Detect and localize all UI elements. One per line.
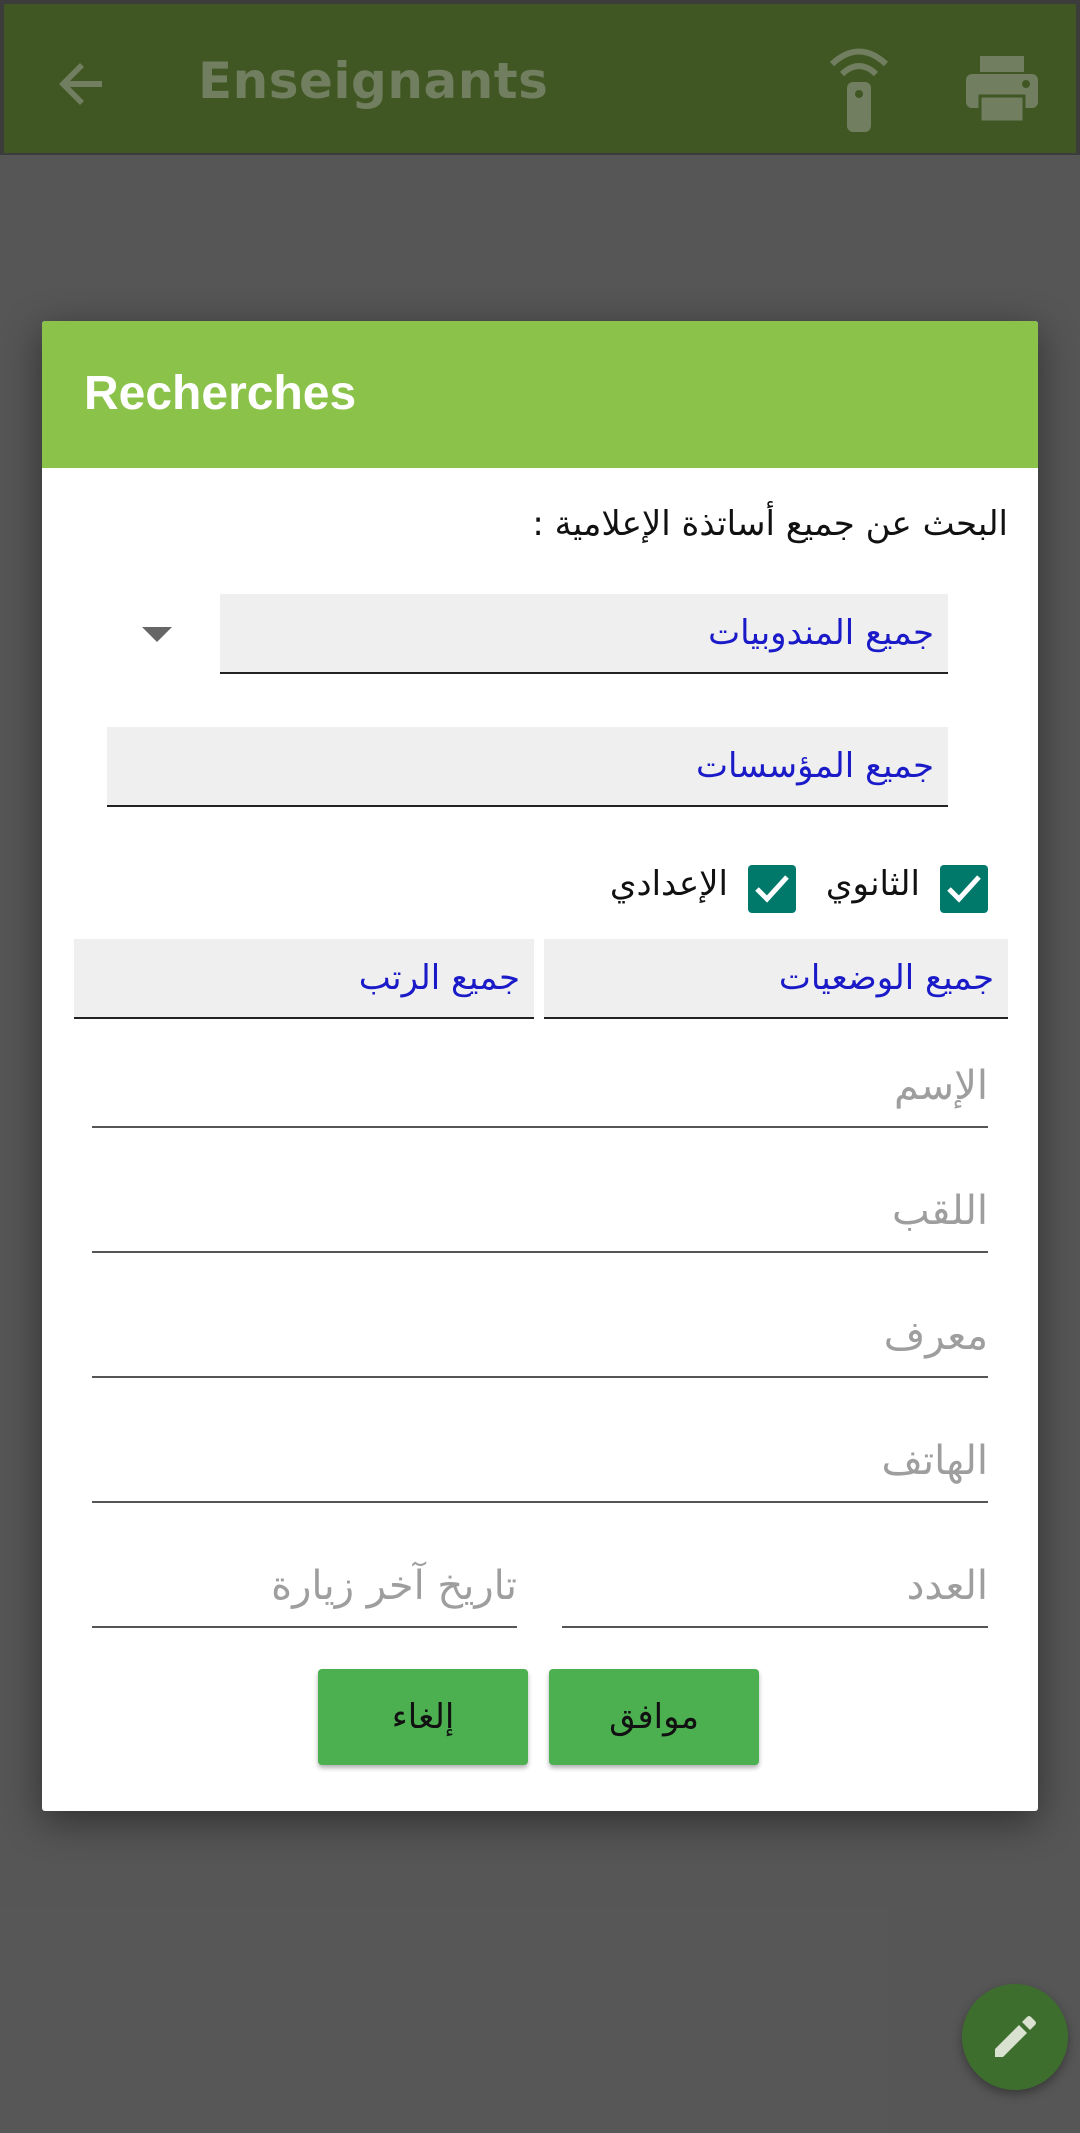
cancel-button[interactable]: إلغاء (318, 1669, 528, 1765)
count-input[interactable]: العدد (562, 1556, 988, 1628)
secondary-checkbox[interactable] (940, 865, 988, 913)
last-visit-date-input[interactable]: تاريخ آخر زيارة (92, 1556, 517, 1628)
phone-input[interactable]: الهاتف (92, 1431, 988, 1503)
institution-select[interactable]: جميع المؤسسات (107, 727, 948, 807)
preparatory-checkbox[interactable] (748, 865, 796, 913)
preparatory-checkbox-label[interactable]: الإعدادي (609, 864, 728, 904)
secondary-checkbox-label[interactable]: الثانوي (825, 864, 920, 904)
status-select[interactable]: جميع الوضعيات (544, 939, 1008, 1019)
name-input[interactable]: الإسم (92, 1056, 988, 1128)
region-select[interactable]: جميع المندوبيات (220, 594, 948, 674)
rank-select[interactable]: جميع الرتب (74, 939, 534, 1019)
edit-fab-button[interactable] (962, 1984, 1068, 2090)
surname-input[interactable]: اللقب (92, 1181, 988, 1253)
chevron-down-icon[interactable] (142, 627, 172, 642)
app-title: Enseignants (198, 52, 549, 110)
search-dialog (42, 321, 1038, 1811)
search-prompt: البحث عن جميع أساتذة الإعلامية : (532, 504, 1008, 544)
id-input[interactable]: معرف (92, 1306, 988, 1378)
dialog-title: Recherches (84, 367, 357, 420)
dialog-header (42, 321, 1038, 468)
ok-button[interactable]: موافق (549, 1669, 759, 1765)
